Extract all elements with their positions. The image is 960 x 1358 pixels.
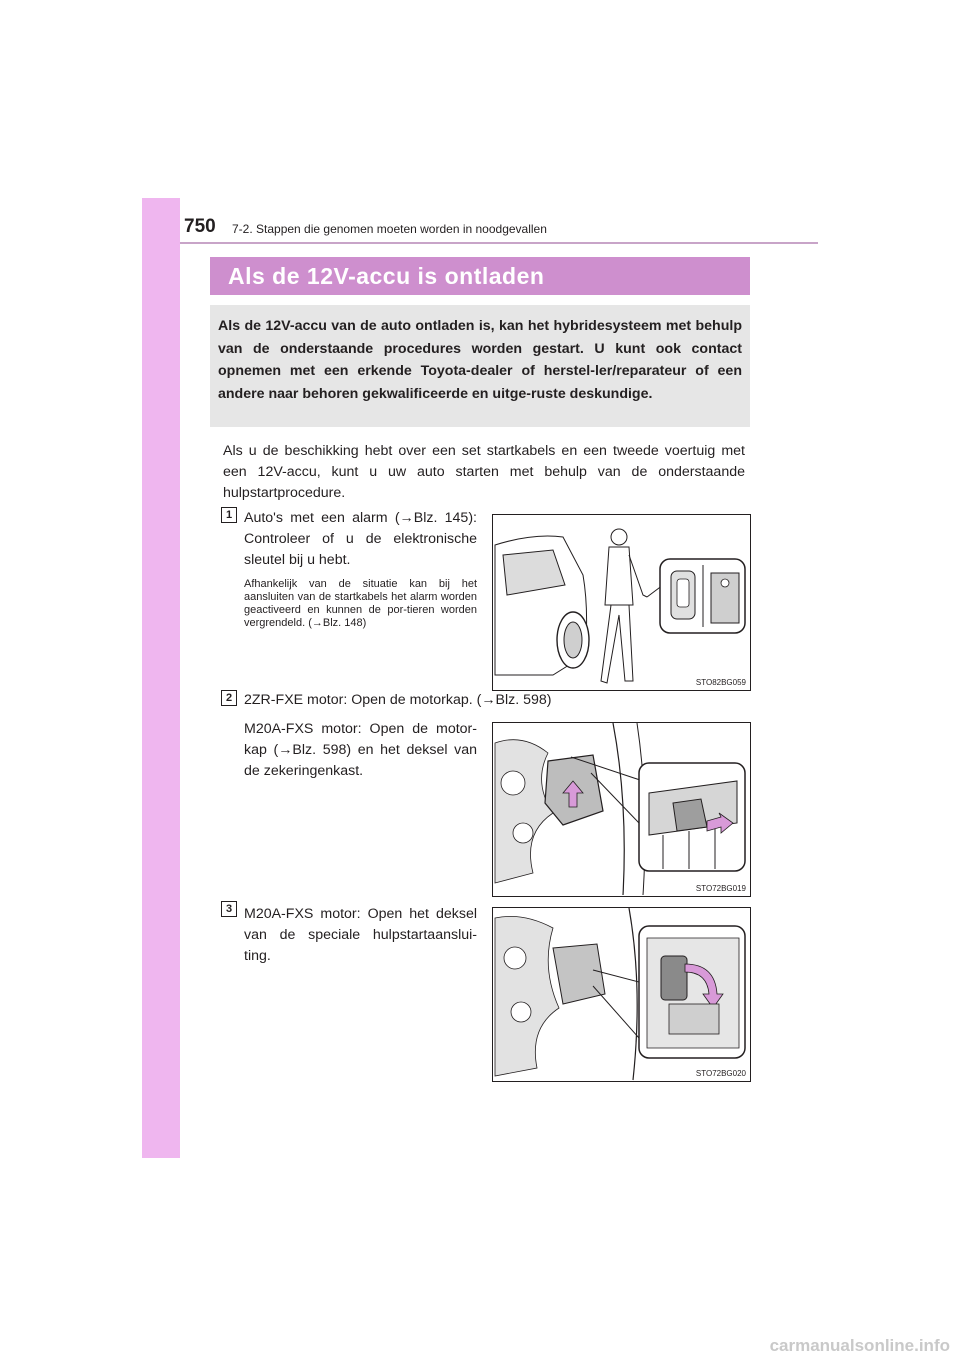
- step-2-text-m20a: M20A-FXS motor: Open de motor-kap (→Blz. 598) en het deksel van de zekeringenkast.: [244, 721, 477, 779]
- intro-text: Als de 12V-accu van de auto ontladen is, kan het hybridesysteem met behulp van de onderstaande procedures worden gestart. U kunt ook contact opnemen met een erkende Toyota-dealer of herstel-ler/reparateur of een andere naar behoren gekwalificeerde en uitge-ruste deskundige.: [218, 318, 742, 402]
- step-1-note: Afhankelijk van de situatie kan bij het aansluiten van de startkabels het alarm worden geactiveerd en kunnen de por-tieren worden vergrendeld. (→Blz. 148): [244, 578, 477, 629]
- figure-2-code: STO72BG019: [695, 884, 746, 893]
- figure-fuse-box: [492, 722, 751, 897]
- chapter-side-tab: [142, 198, 180, 1158]
- section-title-bar: [210, 257, 750, 295]
- figure-1-code: STO82BG059: [695, 678, 746, 687]
- header-rule: [180, 242, 818, 244]
- section-title: Als de 12V-accu is ontladen: [228, 263, 545, 289]
- step-number-2: 2: [221, 690, 237, 706]
- page-number: 750: [184, 216, 216, 237]
- step-number-3: 3: [221, 901, 237, 917]
- body-paragraph: Als u de beschikking hebt over een set startkabels en een tweede voertuig met een 12V-accu, kunt u uw auto starten met behulp van de onderstaande hulpstartprocedure.: [223, 443, 745, 501]
- figure-electronic-key: [492, 514, 751, 691]
- step-1-text: Auto's met een alarm (→Blz. 145): Controleer of u de elektronische sleutel bij u hebt.: [244, 510, 477, 568]
- figure-3-code: STO72BG020: [695, 1069, 746, 1078]
- figure-jump-start-terminal: [492, 907, 751, 1082]
- intro-box: [210, 305, 750, 427]
- step-2-text: 2ZR-FXE motor: Open de motorkap. (→Blz. 598): [244, 692, 552, 708]
- step-number-1: 1: [221, 507, 237, 523]
- watermark: carmanualsonline.info: [769, 1336, 950, 1355]
- chapter-header: 7-2. Stappen die genomen moeten worden in noodgevallen: [232, 222, 547, 236]
- step-3-text: M20A-FXS motor: Open het deksel van de speciale hulpstartaanslui-ting.: [244, 906, 477, 964]
